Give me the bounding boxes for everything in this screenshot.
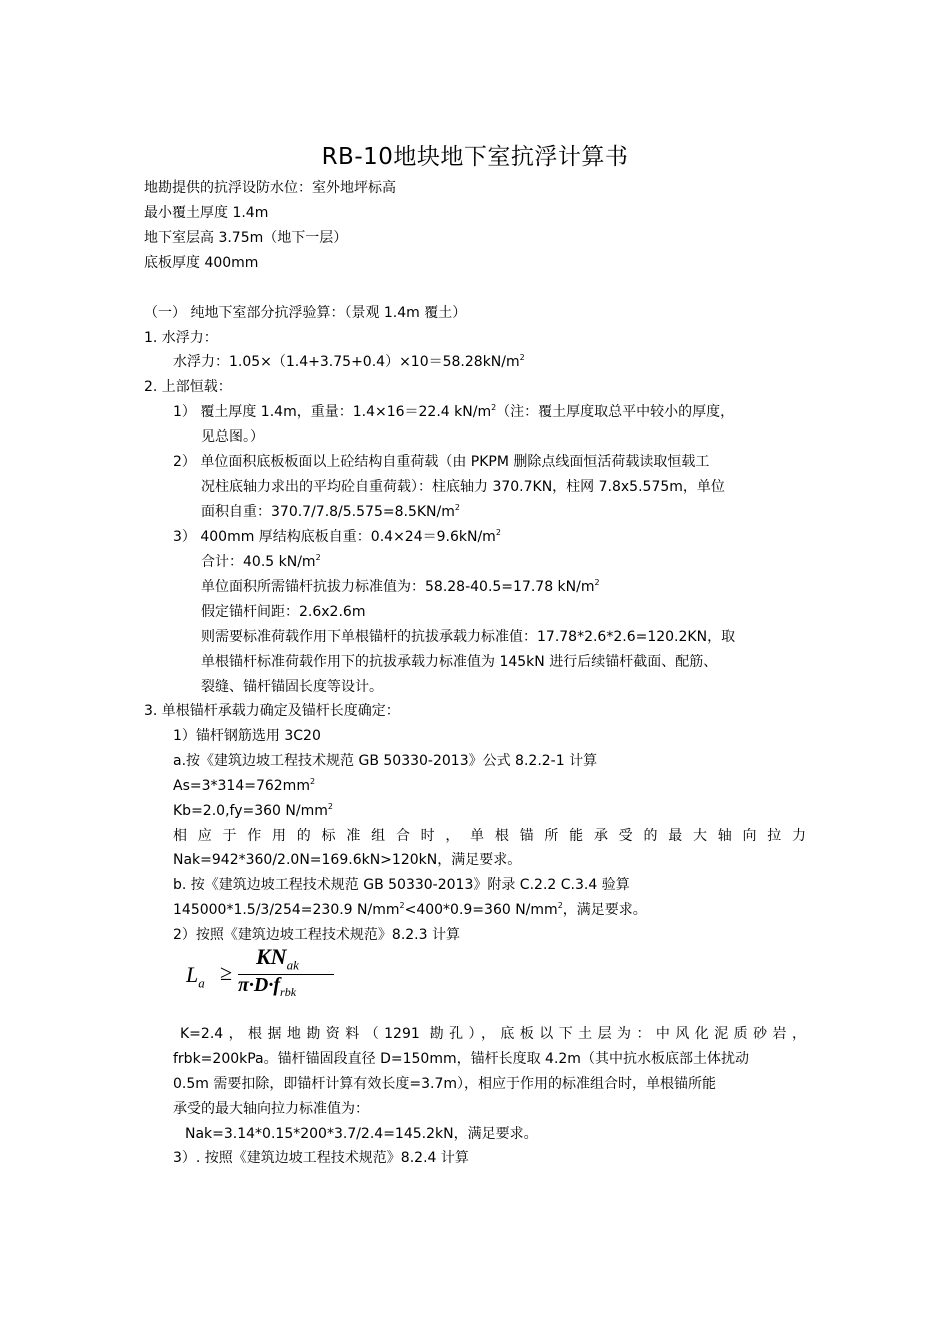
text-line: 1） 覆土厚度 1.4m，重量：1.4×16＝22.4 $kN/m^2$（注：覆土厚度取总平中较小的厚度， [173, 403, 735, 420]
text-line: 则需要标准荷载作用下单根锚杆的抗拔承载力标准值：17.78*2.6*2.6=120.2KN，取 [201, 629, 736, 645]
text-line: frbk=200kPa。锚杆锚固段直径 D=150mm，锚杆长度取 4.2m（其中抗水板底部土体扰动 [173, 1051, 749, 1067]
text-line: 承受的最大轴向拉力标准值为： [173, 1101, 369, 1117]
section-heading: 3. 单根锚杆承载力确定及锚杆长度确定： [144, 703, 400, 719]
text-line: 况柱底轴力求出的平均砼自重荷载）：柱底轴力 370.7KN，柱网 7.8x5.575m，单位 [201, 479, 725, 495]
item-title: 2. 上部恒载： [144, 379, 232, 395]
anchor-length-formula [186, 944, 346, 1004]
text-line: 见总图。） [201, 429, 264, 445]
text-line: 相应于作用的标准组合时，单根锚所能承受的最大轴向拉力 [173, 828, 806, 844]
text-line: 水浮力：$1.05\times(1.4+3.75+0.4)\times 10=58.28kN/m^2$ [173, 353, 525, 370]
text-line: $As=3*314=762mm^2$ [173, 777, 316, 794]
formula-lhs: $L_a$ [186, 962, 205, 991]
text-line: Nak=3.14*0.15*200*3.7/2.4=145.2kN，满足要求。 [185, 1126, 538, 1142]
text-line: 0.5m 需要扣除，即锚杆计算有效长度=3.7m），相应于作用的标准组合时，单根锚所能 [173, 1076, 716, 1092]
text-line: Nak=942*360/2.0N=169.6kN>120kN，满足要求。 [173, 852, 522, 868]
text-line: 2） 单位面积底板板面以上砼结构自重荷载（由 PKPM 删除点线面恒活荷载读取恒载工 [173, 454, 710, 470]
text-line: 145000*1.5/3/254=230.9 $N/mm^2<400*0.9=360$ $N/mm^2$，满足要求。 [173, 901, 647, 918]
text-line: 1）锚杆钢筋选用 3C20 [173, 728, 321, 744]
item-title: 1. 水浮力： [144, 330, 218, 346]
formula-numerator: $KN_{ak}$ [256, 944, 299, 973]
formula-denominator: $\pi\cdot D\cdot f_{rbk}$ [238, 974, 297, 999]
intro-line: 地勘提供的抗浮设防水位：室外地坪标高 [144, 180, 396, 196]
formula-operator: ≥ [220, 960, 233, 985]
text-line: 假定锚杆间距：2.6x2.6m [201, 604, 366, 620]
text-line: 合计：40.5 $kN/m^2$ [201, 553, 321, 570]
text-line: 3）. 按照《建筑边坡工程技术规范》8.2.4 计算 [173, 1150, 469, 1166]
text-line: a.按《建筑边坡工程技术规范 GB 50330-2013》公式 8.2.2-1 计算 [173, 753, 598, 769]
intro-line: 地下室层高 3.75m（地下一层） [144, 230, 348, 246]
page-title: RB-10地块地下室抗浮计算书 [321, 144, 629, 170]
section-heading: （一） 纯地下室部分抗浮验算：（景观 1.4m 覆土） [144, 305, 467, 321]
text-line: 单根锚杆标准荷载作用下的抗拔承载力标准值为 145kN 进行后续锚杆截面、配筋、 [201, 654, 718, 670]
text-line: 面积自重：$370.7/7.8/5.575=8.5KN/m^2$ [201, 503, 460, 520]
text-line: K=2.4，根据地勘资料（1291 勘孔），底板以下土层为：中风化泥质砂岩， [180, 1026, 806, 1042]
text-line: 单位面积所需锚杆抗拔力标准值为：58.28-40.5=17.78 $kN/m^2$ [201, 578, 600, 595]
text-line: 裂缝、锚杆锚固长度等设计。 [201, 679, 383, 695]
intro-line: 底板厚度 400mm [144, 255, 259, 271]
intro-line: 最小覆土厚度 1.4m [144, 205, 269, 221]
text-line: 2）按照《建筑边坡工程技术规范》8.2.3 计算 [173, 927, 460, 943]
text-line: 3） 400mm 厚结构底板自重：$0.4\times 24=9.6kN/m^2$ [173, 528, 501, 545]
text-line: Kb=2.0,fy=360 $N/mm^2$ [173, 802, 333, 819]
text-line: b. 按《建筑边坡工程技术规范 GB 50330-2013》附录 C.2.2 C.3.4 验算 [173, 877, 630, 893]
